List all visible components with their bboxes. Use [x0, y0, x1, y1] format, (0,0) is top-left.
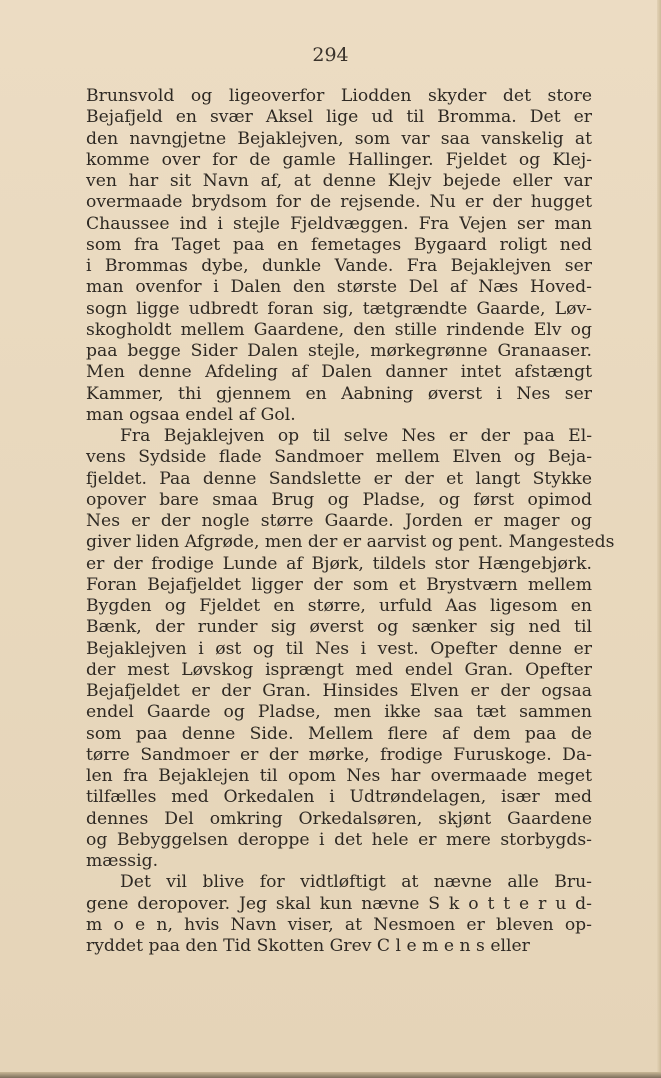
paragraph-first-line: Fra Bejaklejven op til selve Nes er der paa El- — [120, 426, 592, 446]
text-line: sogn ligge udbredt foran sig, tætgrændte Gaarde, Løv- — [86, 298, 592, 319]
text-line: ven har sit Navn af, at denne Klejv bejede eller var — [86, 171, 592, 191]
text-line: man ovenfor i Dalen den største Del af Næs Hoved- — [86, 277, 592, 298]
text-line: Bejaklejven i øst og til Nes i vest. Opefter denne er — [86, 638, 592, 659]
text-line: komme over for de gamle Hallinger. Fjeldet og Klej- — [86, 149, 592, 170]
page-edge-right — [657, 0, 661, 1078]
text-line: tilfælles med Orkedalen i Udtrøndelagen, især med — [86, 787, 592, 808]
text-line: Kammer, thi gjennem en Aabning øverst i Nes ser — [86, 383, 592, 404]
text-line: Bejafjeld en svær Aksel lige ud til Bromma. Det er — [86, 107, 592, 128]
text-line: vens Sydside flade Sandmoer mellem Elven og Beja- — [86, 447, 592, 468]
body-text — [86, 86, 615, 957]
text-line: som paa denne Side. Mellem flere af dem paa de — [86, 723, 592, 744]
text-line: gene deropover. Jeg skal kun nævne S k o t t e r u d- — [86, 893, 592, 914]
text-line: giver liden Afgrøde, men der er aarvist og pent. Mangesteds — [86, 532, 615, 553]
text-line: ryddet paa den Tid Skotten Grev C l e m e n s eller — [86, 936, 530, 956]
text-line: m o e n, hvis Navn viser, at Nesmoen er bleven op- — [86, 914, 592, 935]
text-line: fjeldet. Paa denne Sandslette er der et langt Stykke — [86, 468, 592, 489]
paragraph-first-line: Brunsvold og ligeoverfor Liodden skyder det store — [86, 86, 592, 106]
text-line: i Brommas dybe, dunkle Vande. Fra Bejaklejven ser — [86, 256, 592, 276]
text-line: Bænk, der runder sig øverst og sænker sig ned til — [86, 617, 592, 638]
text-line: Bejafjeldet er der Gran. Hinsides Elven er der ogsaa — [86, 681, 592, 701]
text-line: dennes Del omkring Orkedalsøren, skjønt Gaardene — [86, 808, 592, 829]
page-number: 294 — [312, 44, 349, 66]
text-line: Chaussee ind i stejle Fjeldvæggen. Fra Vejen ser man — [86, 213, 592, 234]
text-line: den navngjetne Bejaklejven, som var saa vanskelig at — [86, 128, 592, 149]
text-line: Men denne Afdeling af Dalen danner intet afstængt — [86, 362, 592, 383]
text-line: endel Gaarde og Pladse, men ikke saa tæt sammen — [86, 702, 592, 723]
text-line: man ogsaa endel af Gol. — [86, 404, 296, 425]
text-line: Bygden og Fjeldet en større, urfuld Aas ligesom en — [86, 596, 592, 616]
text-line: og Bebyggelsen deroppe i det hele er mere storbygds- — [86, 829, 592, 850]
paragraph-first-line: Det vil blive for vidtløftigt at nævne alle Bru- — [120, 872, 592, 893]
text-line: Foran Bejafjeldet ligger der som et Brystværn mellem — [86, 574, 592, 595]
text-line: paa begge Sider Dalen stejle, mørkegrønne Granaaser. — [86, 341, 592, 361]
text-line: len fra Bejaklejen til opom Nes har overmaade meget — [86, 766, 592, 786]
text-line: der mest Løvskog isprængt med endel Gran. Opefter — [86, 659, 592, 680]
text-line: overmaade brydsom for de rejsende. Nu er der hugget — [86, 192, 592, 213]
text-line: skogholdt mellem Gaardene, den stille rindende Elv og — [86, 319, 592, 340]
text-line: som fra Taget paa en femetages Bygaard roligt ned — [86, 234, 592, 255]
page-edge-bottom — [0, 1072, 661, 1078]
text-line: opover bare smaa Brug og Pladse, og først opimod — [86, 489, 592, 510]
text-line: Nes er der nogle større Gaarde. Jorden er mager og — [86, 511, 592, 531]
text-line: mæssig. — [86, 851, 159, 871]
text-line: tørre Sandmoer er der mørke, frodige Furuskoge. Da- — [86, 744, 592, 765]
text-line: er der frodige Lunde af Bjørk, tildels stor Hængebjørk. — [86, 553, 592, 574]
